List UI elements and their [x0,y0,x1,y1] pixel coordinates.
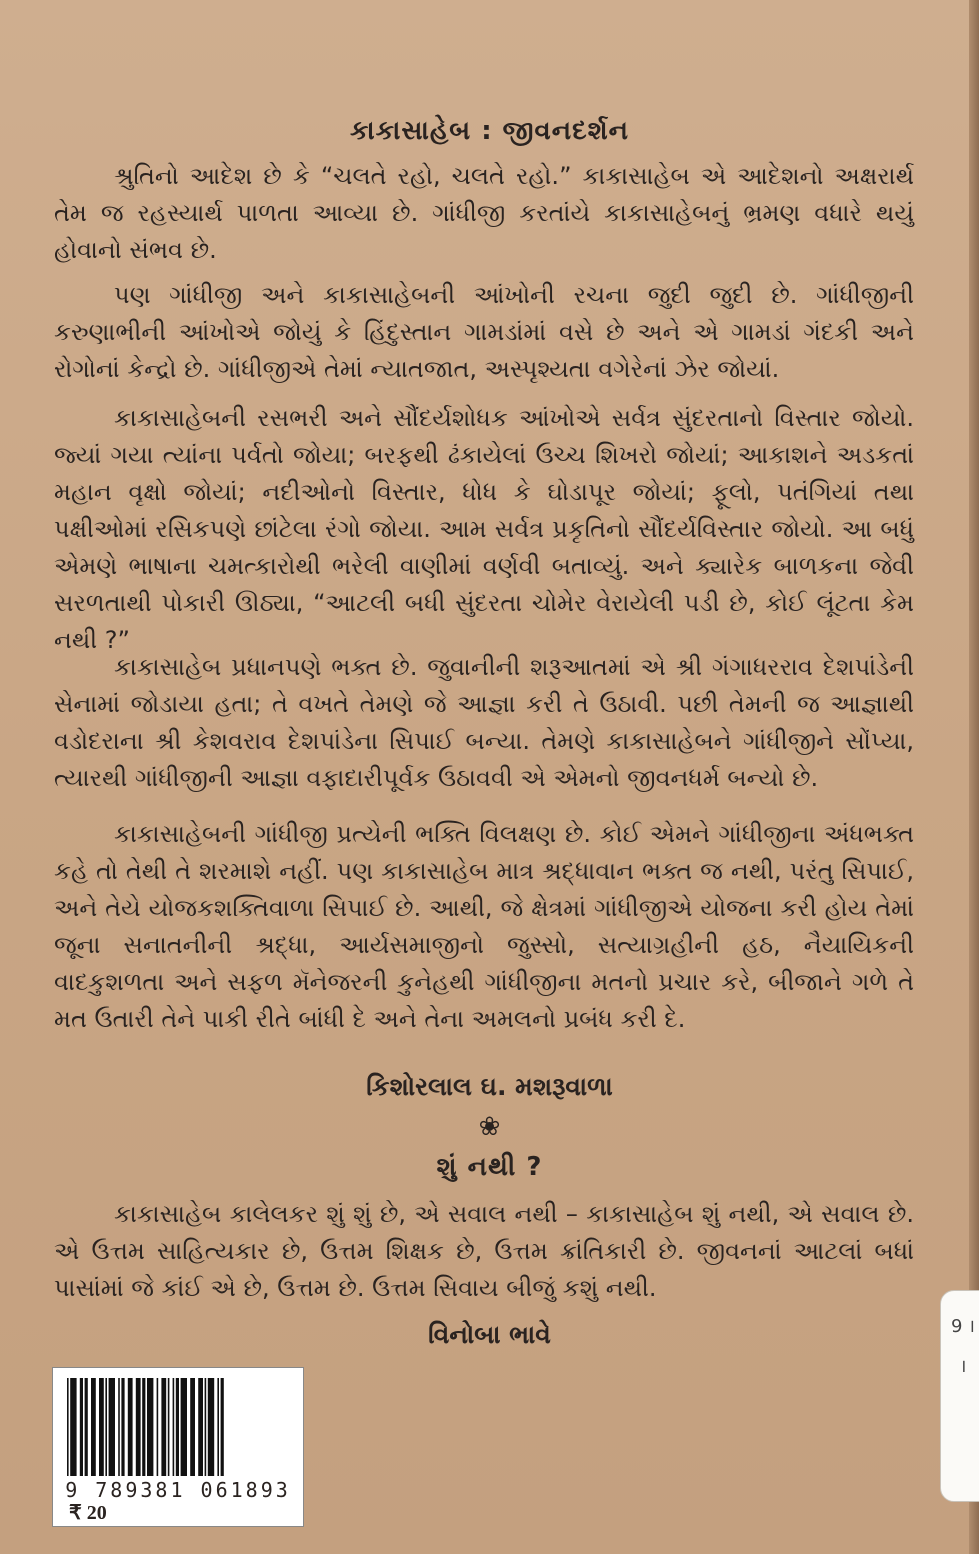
barcode-bar [121,1378,124,1476]
barcode-bar [118,1378,120,1476]
paragraph-1: શ્રુતિનો આદેશ છે કે “ચલતે રહો, ચલતે રહો.” કાકાસાહેબ એ આદેશનો અક્ષરાર્થ તેમ જ રહસ્યાર્થ પાળતા આવ્યા છે. ગાંધીજી કરતાંયે કાકાસાહેબનું ભ્રમણ વધારે થયું હોવાનો સંભવ છે. [54,162,914,264]
flower-ornament-icon: ❀ [478,1112,501,1142]
barcode-bar [217,1378,219,1476]
barcode-bar [221,1378,224,1476]
barcode-bar [168,1378,170,1476]
paragraph-2: પણ ગાંધીજી અને કાકાસાહેબની આંખોની રચના જુદી જુદી છે. ગાંધીજીની કરુણાભીની આંખોએ જોયું કે હિંદુસ્તાન ગામડાંમાં વસે છે અને એ ગામડાં ગંદકી અને રોગોનાં કેન્દ્રો છે. ગાંધીજીએ તેમાં ન્યાતજાત, અસ્પૃશ્યતા વગેરેનાં ઝેર જોયાં. [54,281,914,383]
barcode-bar [157,1378,159,1476]
sticker-text: 9 । । [951,1316,975,1377]
barcode-bar [80,1378,83,1476]
isbn-number: 9 789381 061893 [65,1478,291,1502]
barcode-label [52,1367,304,1527]
paragraph-4: કાકાસાહેબ પ્રધાનપણે ભક્ત છે. જુવાનીની શરૂઆતમાં એ શ્રી ગંગાધરરાવ દેશપાંડેની સેનામાં જોડાયા હતા; તે વખતે તેમણે જે આજ્ઞા કરી તે ઉઠાવી. પછી તેમની જ આજ્ઞાથી વડોદરાના શ્રી કેશવરાવ દેશપાંડેના સિપાઈ બન્યા. તેમણે કાકાસાહેબને ગાંધીજીને સોંપ્યા, ત્યારથી ગાંધીજીની આજ્ઞા વફાદારીપૂર્વક ઉઠાવવી એ એમનો જીવનધર્મ બન્યો છે. [54,653,914,792]
barcode-bar [181,1378,187,1476]
barcode-bar [205,1378,207,1476]
section-title-shu-nathi: શું નથી ? [436,1152,543,1182]
barcode-bar [99,1378,104,1476]
section-title-jivandarshan: કાકાસાહેબ : જીવનદર્શન [349,116,630,146]
signature-vinoba: વિનોબા ભાવે [428,1320,551,1349]
barcode-bar [91,1378,96,1476]
barcode-bar [142,1378,145,1476]
barcode-bar [208,1378,214,1476]
paragraph-3: કાકાસાહેબની રસભરી અને સૌંદર્યશોધક આંખોએ સર્વત્ર સુંદરતાનો વિસ્તાર જોયો. જ્યાં ગયા ત્યાંના પર્વતો જોયા; બરફથી ઢંકાયેલાં ઉચ્ચ શિખરો જોયાં; આકાશને અડકતાં મહાન વૃક્ષો જોયાં; નદીઓનો વિસ્તાર, ધોધ કે ઘોડાપૂર જોયાં; ફૂલો, પતંગિયાં તથા પક્ષીઓમાં રસિકપણે છાંટેલા રંગો જોયા. આમ સર્વત્ર પ્રકૃતિનો સૌંદર્યવિસ્તાર જોયો. આ બધું એમણે ભાષાના ચમત્કારોથી ભરેલી વાણીમાં વર્ણવી બતાવ્યું. અને ક્યારેક બાળકના જેવી સરળતાથી પોકારી ઊઠ્યા, “આટલી બધી સુંદરતા ચોમેર વેરાયેલી પડી છે, કોઈ લૂંટતા કેમ નથી ?” [54,404,914,654]
barcode-bar [85,1378,88,1476]
barcode-bar [161,1378,166,1476]
barcode-bar [136,1378,141,1476]
barcode-bar [70,1378,76,1476]
paragraph-shu-nathi: કાકાસાહેબ કાલેલકર શું શું છે, એ સવાલ નથી – કાકાસાહેબ શું નથી, એ સવાલ છે. એ ઉત્તમ સાહિત્યકાર છે, ઉત્તમ શિક્ષક છે, ઉત્તમ ક્રાંતિકારી છે. જીવનનાં આટલાં બધાં પાસાંમાં જે કાંઈ એ છે, ઉત્તમ છે. ઉત્તમ સિવાય બીજું કશું નથી. [54,1200,914,1302]
barcode-bar [173,1378,175,1476]
barcode-bar [109,1378,115,1476]
signature-kishorlal: કિશોરલાલ ઘ. મશરૂવાળા [366,1072,613,1101]
price-label: ₹ 20 [69,1502,107,1524]
barcode-bar [105,1378,107,1476]
barcode-bar [67,1378,69,1476]
barcode-bar [147,1378,153,1476]
barcode-bar [128,1378,133,1476]
paragraph-5: કાકાસાહેબની ગાંધીજી પ્રત્યેની ભક્તિ વિલક્ષણ છે. કોઈ એમને ગાંધીજીના અંધભક્ત કહે તો તેથી તે શરમાશે નહીં. પણ કાકાસાહેબ માત્ર શ્રદ્ધાવાન ભક્ત જ નથી, પરંતુ સિપાઈ, અને તેયે યોજકશક્તિવાળા સિપાઈ છે. આથી, જે ક્ષેત્રમાં ગાંધીજીએ યોજના કરી હોય તેમાં જૂના સનાતનીની શ્રદ્ધા, આર્યસમાજીનો જુસ્સો, સત્યાગ્રહીની હઠ, નૈયાયિકની વાદકુશળતા અને સફળ મૅનેજરની કુનેહથી ગાંધીજીના મતનો પ્રચાર કરે, બીજાને ગળે તે મત ઉતારી તેને પાકી રીતે બાંધી દે અને તેના અમલનો પ્રબંધ કરી દે. [54,820,914,1033]
barcode-bar [198,1378,203,1476]
barcode-bars [65,1378,291,1476]
library-sticker [940,1290,979,1502]
barcode-bar [190,1378,195,1476]
barcode-bar [176,1378,179,1476]
